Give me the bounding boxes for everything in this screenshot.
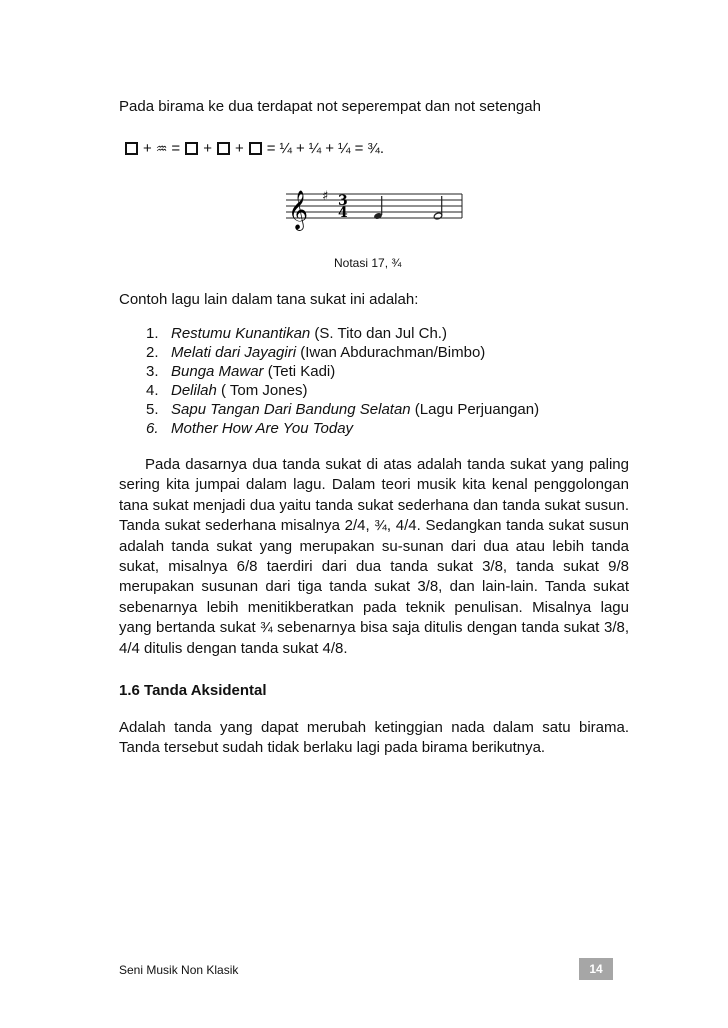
quarter-fraction: ¼: [308, 140, 322, 157]
plus-sign: +: [296, 140, 305, 157]
song-title: Mother How Are You Today: [171, 420, 354, 437]
plus-sign: +: [203, 140, 212, 157]
item-number: 6.: [146, 420, 159, 437]
time-signature-top: 3: [338, 193, 348, 209]
list-item: [146, 324, 539, 343]
quarter-note-box-icon: [185, 142, 198, 155]
item-number: 1.: [146, 325, 159, 342]
song-artist: (S. Tito dan Jul Ch.): [310, 325, 447, 342]
equals-sign: =: [354, 140, 364, 157]
body-paragraph: [119, 455, 629, 659]
equals-sign: =: [171, 140, 181, 157]
sharp-icon: ♯: [322, 189, 329, 204]
quarter-fraction: ¼: [279, 140, 292, 157]
music-notation: [286, 180, 466, 234]
section-heading: 1.6 Tanda Aksidental: [119, 682, 267, 699]
body-paragraph-text: Pada dasarnya dua tanda sukat di atas adalah tanda sukat yang paling sering kita jumpai dalam lagu. Dalam teori musik kita kenal penggolongan tana sukat menjadi dua yaitu tanda sukat sederhana dan tanda sukat susun. Tanda sukat sederhana misalnya 2/4, ¾, 4/4. Sedangkan tanda sukat susun adalah tanda sukat yang merupakan su-sunan dari dua atau lebih tanda sukat, misalnya 6/8 taerdiri dari dua tanda sukat 3/8, tanda sukat 9/8 merupakan susunan dari tiga tanda sukat 3/8, dan lain-lain. Tanda sukat sebenarnya lebih menitikberatkan pada teknik penulisan. Misalnya lagu yang bertanda sukat ¾ sebenarnya bisa saja ditulis dengan tanda sukat 3/8, 4/4 ditulis dengan tanda sukat 4/8.: [119, 456, 629, 657]
song-list-lead: Contoh lagu lain dalam tana sukat ini adalah:: [119, 291, 419, 308]
list-item: [146, 400, 539, 419]
plus-sign: +: [325, 140, 335, 157]
quarter-note-box-icon: [249, 142, 262, 155]
list-item: [146, 362, 539, 381]
song-artist: (Iwan Abdurachman/Bimbo): [296, 344, 486, 361]
list-item: [146, 343, 539, 362]
plus-sign: +: [143, 140, 152, 157]
quarter-note-box-icon: [125, 142, 138, 155]
song-list: [146, 324, 539, 438]
song-title: Bunga Mawar: [171, 363, 264, 380]
list-item: [146, 381, 539, 400]
final-paragraph: Adalah tanda yang dapat merubah ketinggian nada dalam satu birama. Tanda tersebut sudah tidak berlaku lagi pada birama berikutnya.: [119, 719, 629, 756]
song-artist: (Lagu Perjuangan): [410, 401, 540, 418]
song-title: Melati dari Jayagiri: [171, 344, 297, 361]
time-signature-bottom: 4: [338, 205, 348, 221]
intro-text: Pada birama ke dua terdapat not seperempat dan not setengah: [119, 98, 541, 115]
item-number: 5.: [146, 401, 159, 418]
plus-sign: +: [234, 140, 244, 157]
item-number: 3.: [146, 363, 159, 380]
three-quarter-result: ¾.: [367, 140, 385, 157]
song-artist: (Teti Kadi): [263, 363, 336, 380]
item-number: 2.: [146, 344, 159, 361]
list-item: [146, 419, 539, 438]
quarter-note-box-icon: [217, 142, 230, 155]
page-number-badge: 14: [579, 958, 613, 980]
song-artist: ( Tom Jones): [216, 382, 308, 399]
item-number: 4.: [146, 382, 159, 399]
wave-symbol-icon: ♒: [155, 140, 168, 156]
song-title: Restumu Kunantikan: [171, 325, 311, 342]
note-value-formula: [122, 140, 386, 157]
equals-sign: =: [266, 140, 276, 157]
treble-clef-icon: 𝄞: [288, 190, 309, 230]
notation-caption: Notasi 17, ¾: [334, 256, 402, 270]
footer-title: Seni Musik Non Klasik: [119, 963, 239, 977]
song-title: Sapu Tangan Dari Bandung Selatan: [171, 401, 411, 418]
quarter-fraction: ¼: [338, 140, 351, 157]
song-title: Delilah: [171, 382, 217, 399]
